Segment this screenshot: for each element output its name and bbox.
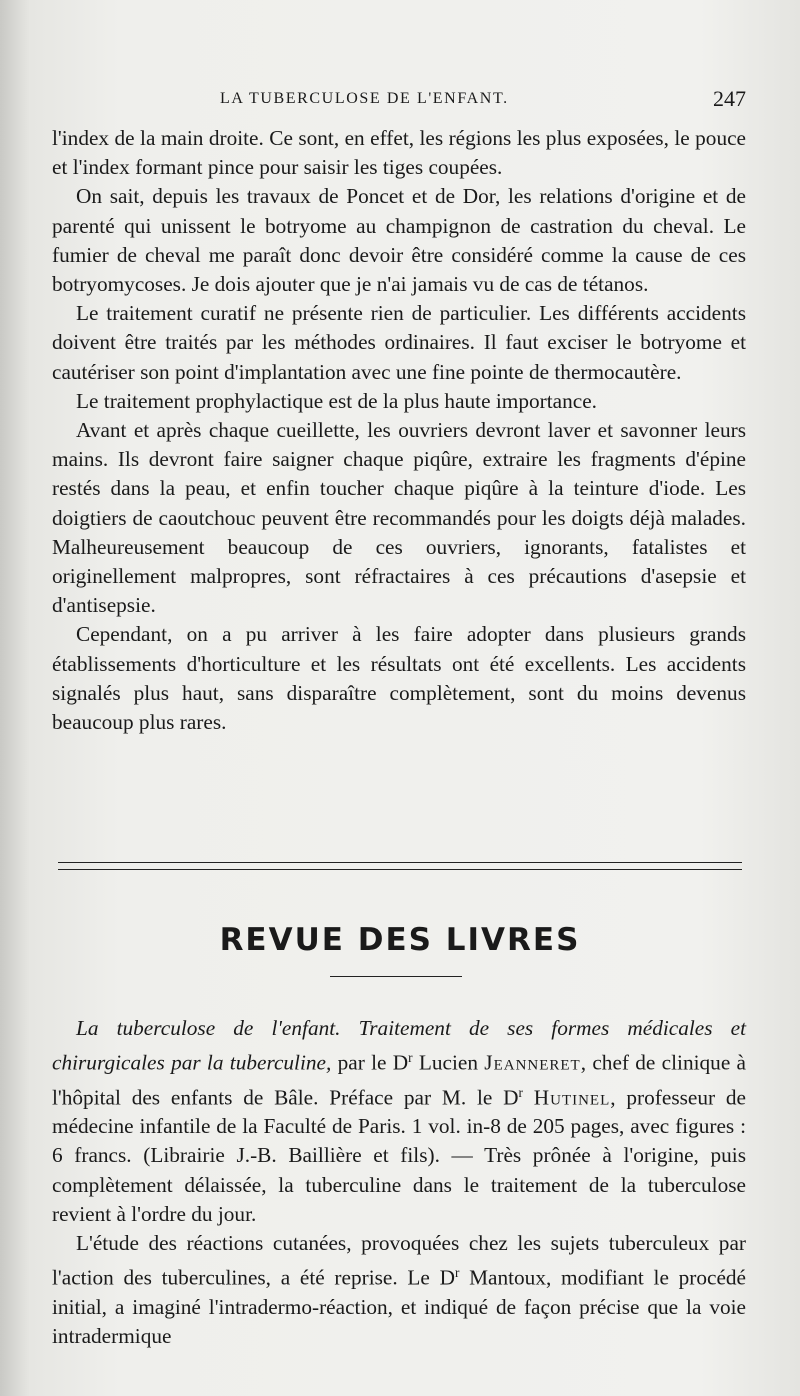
text-fragment: Mantoux, modifiant le procédé initial, a imaginé l'intradermo-réaction, et indiqué de façon précise que la voie intradermique xyxy=(52,1265,746,1348)
author-last-name: Jeanneret xyxy=(484,1050,581,1075)
page-number: 247 xyxy=(713,86,746,111)
paragraph-prophylactic-treatment: Le traitement prophylactique est de la plus haute importance. xyxy=(76,388,597,413)
text-fragment: L'étude des réactions cutanées, provoquées chez les sujets tuberculeux par l'action des tuberculines, a été reprise. Le xyxy=(52,1230,746,1290)
preface-author-name: Hutinel xyxy=(533,1084,611,1109)
paragraph-curative-treatment: Le traitement curatif ne présente rien de particulier. Les différents accidents doivent être traités par les méthodes ordinaires. Il faut exciser le botryome et cautériser son point d'implantation avec une fine pointe de thermocautère. xyxy=(52,301,746,384)
running-title: LA TUBERCULOSE DE L'ENFANT. xyxy=(220,90,509,107)
doctor-abbrev: D xyxy=(392,1050,409,1075)
review-text xyxy=(52,1014,746,1351)
paragraph-precautions: Avant et après chaque cueillette, les ouvriers devront laver et savonner leurs mains. Ils devront faire saigner chaque piqûre, extraire les fragments d'épine restés dans la peau, et enfin toucher chaque piqûre à la teinture d'iode. Les doigtiers de caoutchouc peuvent être recommandés pour les doigts déjà malades. Malheureusement beaucoup de ces ouvriers, ignorants, fatalistes et originellement malpropres, sont réfractaires à ces précautions d'asepsie et d'antisepsie. xyxy=(52,418,746,618)
main-text xyxy=(52,124,746,737)
doctor-abbrev-superscript: r xyxy=(454,1265,460,1281)
review-paragraph xyxy=(52,1229,746,1351)
doctor-abbrev: D xyxy=(439,1265,455,1290)
doctor-abbrev-superscript: r xyxy=(518,1084,523,1100)
text-space xyxy=(523,1085,534,1109)
doctor-abbrev: D xyxy=(503,1084,519,1109)
review-paragraph xyxy=(52,1014,746,1229)
section-heading: REVUE DES LIVRES xyxy=(219,922,581,958)
author-first-name: Lucien xyxy=(412,1050,485,1075)
running-header xyxy=(54,86,746,114)
divider-line-top xyxy=(58,862,742,863)
paragraph-continuation: l'index de la main droite. Ce sont, en effet, les régions les plus exposées, le pouce et l'index formant pince pour saisir les tiges coupées. xyxy=(52,126,746,180)
paragraph-origin: On sait, depuis les travaux de Poncet et de Dor, les relations d'origine et de parenté qui unissent le botryome au champignon de castration du cheval. Le fumier de cheval me paraît donc devoir être considéré comme la cause de ces botryomycoses. Je dois ajouter que je n'ai jamais vu de cas de tétanos. xyxy=(52,184,746,297)
text-fragment: , professeur de médecine infantile de la Faculté de Paris. 1 vol. in-8 de 205 pages, avec figures : 6 francs. (Librairie J.-B. Baillière et fils). — Très prônée à l'origine, puis complètement délaissée, la tuberculine dans le traitement de la tuberculose revient à l'ordre du jour. xyxy=(52,1084,746,1226)
text-fragment: par le xyxy=(331,1050,393,1075)
text-fragment: , chef de clinique à l'hôpital des enfants de Bâle. Préface par M. le xyxy=(52,1050,747,1109)
heading-underline xyxy=(330,976,462,977)
paragraph-results: Cependant, on a pu arriver à les faire adopter dans plusieurs grands établissements d'horticulture et les résultats ont été excellents. Les accidents signalés plus haut, sans disparaître complètement, sont du moins devenus beaucoup plus rares. xyxy=(52,622,746,735)
divider-line-bottom xyxy=(58,869,742,870)
book-title: La tuberculose de l'enfant. Traitement de ses formes médicales et chirurgicales par la tuberculine, xyxy=(52,1016,746,1075)
doctor-abbrev-superscript: r xyxy=(408,1050,413,1066)
section-divider xyxy=(58,862,742,870)
